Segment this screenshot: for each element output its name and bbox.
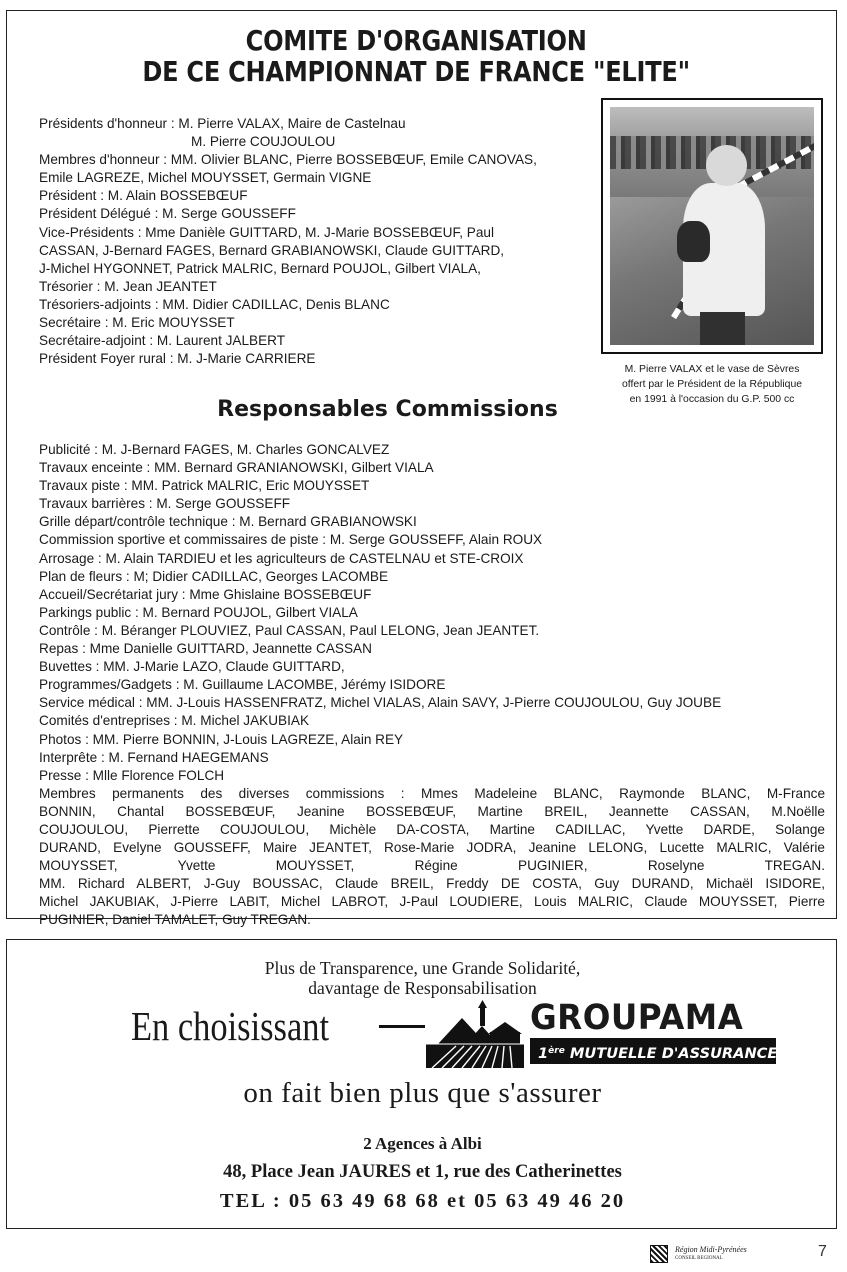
org-line: Trésoriers-adjoints : MM. Didier CADILLAC, Denis BLANC xyxy=(39,296,390,312)
groupama-brand: GROUPAMA xyxy=(530,998,744,1038)
org-line: J-Michel HYGONNET, Patrick MALRIC, Bernard POUJOL, Gilbert VIALA, xyxy=(39,260,481,276)
org-line: Vice-Présidents : Mme Danièle GUITTARD, M. J-Marie BOSSEBŒUF, Paul xyxy=(39,224,495,240)
commission-line: Travaux piste : MM. Patrick MALRIC, Eric MOUYSSET xyxy=(39,478,370,494)
org-line: Président Délégué : M. Serge GOUSSEFF xyxy=(39,206,296,222)
commissions-heading: Responsables Commissions xyxy=(217,397,558,422)
org-line: M. Pierre COUJOULOU xyxy=(191,134,336,150)
members-line: Membres permanents des diverses commissions : Mmes Madeleine BLANC, Raymonde BLANC, M-France xyxy=(39,785,825,801)
members-line: BONNIN, Chantal BOSSEBŒUF, Jeanine BOSSEBŒUF, Martine BREIL, Jeannette CASSAN, M.Noëlle xyxy=(39,803,825,819)
commission-line: Interprête : M. Fernand HAEGEMANS xyxy=(39,749,269,765)
org-line: Secrétaire : M. Eric MOUYSSET xyxy=(39,315,235,331)
commission-line: Grille départ/contrôle technique : M. Bernard GRABIANOWSKI xyxy=(39,514,417,530)
commissions-list xyxy=(39,441,825,930)
commission-line: Buvettes : MM. J-Marie LAZO, Claude GUITTARD, xyxy=(39,659,345,675)
brand-superscript: ère xyxy=(548,1046,565,1056)
ad-address: 48, Place Jean JAURES et 1, rue des Catherinettes xyxy=(223,1162,622,1182)
ad-telephone: TEL : 05 63 49 68 68 et 05 63 49 46 20 xyxy=(219,1190,626,1212)
region-midi-pyrenees-logo-icon xyxy=(650,1245,668,1263)
caption-line: offert par le Président de la République xyxy=(621,379,803,390)
org-line: Emile LAGREZE, Michel MOUYSSET, Germain VIGNE xyxy=(39,170,372,186)
title-line-1: COMITE D'ORGANISATION xyxy=(245,24,587,57)
commission-line: Presse : Mlle Florence FOLCH xyxy=(39,767,225,783)
commission-line: Travaux barrières : M. Serge GOUSSEFF xyxy=(39,496,291,512)
groupama-village-icon xyxy=(426,1000,524,1068)
org-line: Membres d'honneur : MM. Olivier BLANC, Pierre BOSSEBŒUF, Emile CANOVAS, xyxy=(39,152,537,168)
members-line: MM. Richard ALBERT, J-Guy BOUSSAC, Claude BREIL, Freddy DE COSTA, Guy DURAND, Michaël ISIDORE, xyxy=(39,876,825,892)
brand-subtitle: MUTUELLE D'ASSURANCE xyxy=(569,1045,778,1062)
title-line-2: DE CE CHAMPIONNAT DE FRANCE "ELITE" xyxy=(142,55,690,88)
photo-image xyxy=(610,107,814,345)
page-number: 7 xyxy=(818,1243,827,1260)
caption-line: M. Pierre VALAX et le vase de Sèvres xyxy=(624,364,800,375)
region-logo xyxy=(650,1245,747,1263)
commission-line: Parkings public : M. Bernard POUJOL, Gilbert VIALA xyxy=(39,604,358,620)
org-line: Président Foyer rural : M. J-Marie CARRIERE xyxy=(39,351,316,367)
vase-icon xyxy=(677,221,710,261)
organisation-list xyxy=(39,115,599,368)
caption-line: en 1991 à l'occasion du G.P. 500 cc xyxy=(629,394,795,405)
commission-line: Comités d'entreprises : M. Michel JAKUBIAK xyxy=(39,713,310,729)
commission-line: Contrôle : M. Béranger PLOUVIEZ, Paul CASSAN, Paul LELONG, Jean JEANTET. xyxy=(39,622,540,638)
brand-number: 1 xyxy=(538,1045,549,1062)
groupama-advert xyxy=(6,939,837,1229)
photo-valax xyxy=(601,98,823,354)
ad-agences: 2 Agences à Albi xyxy=(363,1134,482,1153)
ad-tagline-2: davantage de Responsabilisation xyxy=(308,978,537,998)
members-line: Michel JAKUBIAK, J-Pierre LABIT, Michel LABROT, J-Paul LOUDIERE, Louis MALRIC, Claude MOUYSSET, Pierre xyxy=(39,894,825,910)
ad-dash xyxy=(379,1025,425,1028)
groupama-subline xyxy=(530,1038,776,1064)
members-line: MOUYSSET, Yvette MOUYSSET, Régine PUGINIER, Roselyne TREGAN. xyxy=(39,858,825,874)
org-line: Trésorier : M. Jean JEANTET xyxy=(39,278,217,294)
ad-slogan: on fait bien plus que s'assurer xyxy=(243,1077,602,1109)
commission-line: Arrosage : M. Alain TARDIEU et les agriculteurs de CASTELNAU et STE-CROIX xyxy=(39,550,524,566)
commission-line: Photos : MM. Pierre BONNIN, J-Louis LAGREZE, Alain REY xyxy=(39,731,404,747)
commission-line: Repas : Mme Danielle GUITTARD, Jeannette CASSAN xyxy=(39,641,372,657)
ad-tagline-1: Plus de Transparence, une Grande Solidarité, xyxy=(264,958,581,978)
org-line: Secrétaire-adjoint : M. Laurent JALBERT xyxy=(39,333,286,349)
org-line: CASSAN, J-Bernard FAGES, Bernard GRABIANOWSKI, Claude GUITTARD, xyxy=(39,242,505,258)
members-line: PUGINIER, Daniel TAMALET, Guy TREGAN. xyxy=(39,912,311,928)
groupama-logo xyxy=(426,998,776,1070)
commission-line: Programmes/Gadgets : M. Guillaume LACOMBE, Jérémy ISIDORE xyxy=(39,677,446,693)
organisation-panel xyxy=(6,10,837,928)
org-line: Président : M. Alain BOSSEBŒUF xyxy=(39,188,248,204)
region-subtitle: CONSEIL REGIONAL xyxy=(675,1255,723,1261)
commission-line: Accueil/Secrétariat jury : Mme Ghislaine BOSSEBŒUF xyxy=(39,586,372,602)
members-line: COUJOULOU, Pierrette COUJOULOU, Michèle DA-COSTA, Martine CADILLAC, Yvette DARDE, Solange xyxy=(39,821,825,837)
commission-line: Travaux enceinte : MM. Bernard GRANIANOWSKI, Gilbert VIALA xyxy=(39,460,434,476)
ad-tagline xyxy=(7,958,838,998)
members-line: DURAND, Evelyne GOUSSEFF, Maire JEANTET, Rose-Marie JODRA, Jeanine LELONG, Lucette MALRIC, Valérie xyxy=(39,840,825,856)
page-title xyxy=(59,25,774,87)
region-name: Région Midi-Pyrénées xyxy=(675,1244,747,1254)
commission-line: Commission sportive et commissaires de piste : M. Serge GOUSSEFF, Alain ROUX xyxy=(39,532,543,548)
commission-line: Service médical : MM. J-Louis HASSENFRATZ, Michel VIALAS, Alain SAVY, J-Pierre COUJOULOU, Guy JOUBE xyxy=(39,695,722,711)
commission-line: Plan de fleurs : M; Didier CADILLAC, Georges LACOMBE xyxy=(39,568,389,584)
commission-line: Publicité : M. J-Bernard FAGES, M. Charles GONCALVEZ xyxy=(39,442,390,457)
ad-choose-text: En choisissant xyxy=(131,1003,330,1049)
org-line: Présidents d'honneur : M. Pierre VALAX, Maire de Castelnau xyxy=(39,116,406,131)
